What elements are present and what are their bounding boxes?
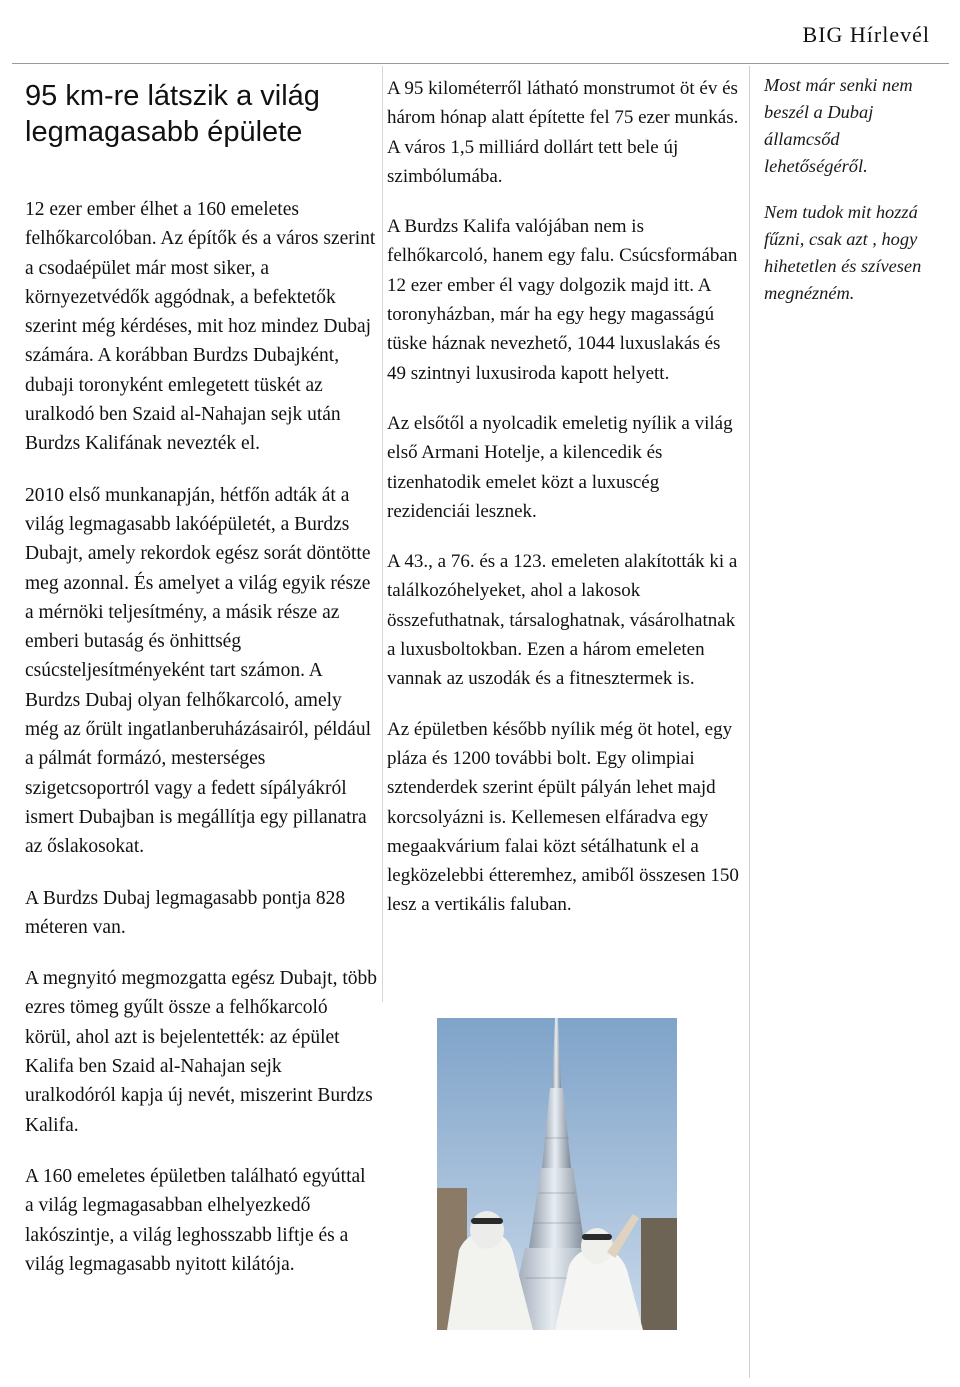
article-paragraph: Az elsőtől a nyolcadik emeletig nyílik a világ első Armani Hotelje, a kilencedik és tizenhatodik emelet közt a luxuscég rezidenciái lesznek. [387, 412, 733, 522]
sidebar-column [764, 72, 942, 326]
photo-illustration [437, 1018, 677, 1330]
article-paragraph: A Burdzs Dubaj legmagasabb pontja 828 méteren van. [25, 887, 346, 938]
article-paragraph: A 160 emeletes épületben található egyúttal a világ legmagasabban elhelyezkedő lakószintje, a világ leghosszabb liftje és a világ legmagasabb nyitott kilátója. [25, 1165, 366, 1275]
article-paragraph: 2010 első munkanapján, hétfőn adták át a világ legmagasabb lakóépületét, a Burdzs Dubajt, amely rekordok egész sorát döntötte meg azonnal. És amelyet a világ egyik része a mérnöki teljesítmény, a másik része az emberi butaság és önhittség csúcsteljesítményeként tart számon. A Burdzs Dubaj olyan felhőkarcoló, amely még az őrült ingatlanberuházásairól, például a pálmát formázó, mesterséges szigetcsoportról vagy a fedett sípályákról ismert Dubajban is megállítja egy pillanatra az őslakosokat. [25, 484, 371, 858]
column-divider-1 [382, 66, 383, 1002]
article-paragraph: A megnyitó megmozgatta egész Dubajt, több ezres tömeg gyűlt össze a felhőkarcoló körül, ahol azt is bejelentették: az épület Kalifa ben Szaid al-Nahajan sejk uralkodóról kapja új nevét, miszerint Burdzs Kalifa. [25, 968, 377, 1136]
column-divider-2 [749, 66, 750, 1378]
article-paragraph: A 43., a 76. és a 123. emeleten alakították ki a találkozóhelyeket, ahol a lakosok összefuthatnak, társaloghatnak, vásárolhatnak a luxusboltokban. Ezen a három emeleten vannak az uszodák és a fitnesztermek is. [387, 551, 738, 690]
article-middle-column [387, 74, 742, 941]
header-rule [12, 63, 949, 64]
article-left-column [25, 78, 377, 1301]
article-paragraph: Az épületben később nyílik még öt hotel, egy pláza és 1200 további bolt. Egy olimpiai sztenderdek szerint épült pályán lehet majd korcsolyázni is. Kellemesen elfáradva egy megaakvárium falai közt sétálhatunk el a legközelebbi étteremhez, amiből összesen 150 lesz a vertikális faluban. [387, 718, 739, 916]
burj-khalifa-photo [437, 1018, 677, 1330]
sidebar-note: Nem tudok mit hozzá fűzni, csak azt , hogy hihetetlen és szívesen megnézném. [764, 202, 922, 303]
article-headline: 95 km-re látszik a világ legmagasabb épülete [25, 80, 320, 148]
sidebar-note: Most már senki nem beszél a Dubaj államcsőd lehetőségéről. [764, 75, 913, 176]
article-paragraph: A 95 kilométerről látható monstrumot öt év és három hónap alatt építette fel 75 ezer munkás. A város 1,5 milliárd dollárt tett bele új szimbólumába. [387, 78, 739, 187]
newsletter-title: BIG Hírlevél [802, 22, 930, 47]
article-paragraph: A Burdzs Kalifa valójában nem is felhőkarcoló, hanem egy falu. Csúcsformában 12 ezer ember él vagy dolgozik majd itt. A toronyházban, már ha egy hegy magasságú tüske háznak nevezhető, 1044 luxuslakás és 49 szintnyi luxusiroda kapott helyett. [387, 216, 738, 384]
article-paragraph: 12 ezer ember élhet a 160 emeletes felhőkarcolóban. Az építők és a város szerint a csodaépület már most siker, a környezetvédők aggódnak, a befektetők szerint még kérdéses, mit hoz mindez Dubaj számára. A korábban Burdzs Dubajként, dubaji toronyként emlegetett tüskét az uralkodó ben Szaid al-Nahajan sejk után Burdzs Kalifának nevezték el. [25, 199, 376, 455]
